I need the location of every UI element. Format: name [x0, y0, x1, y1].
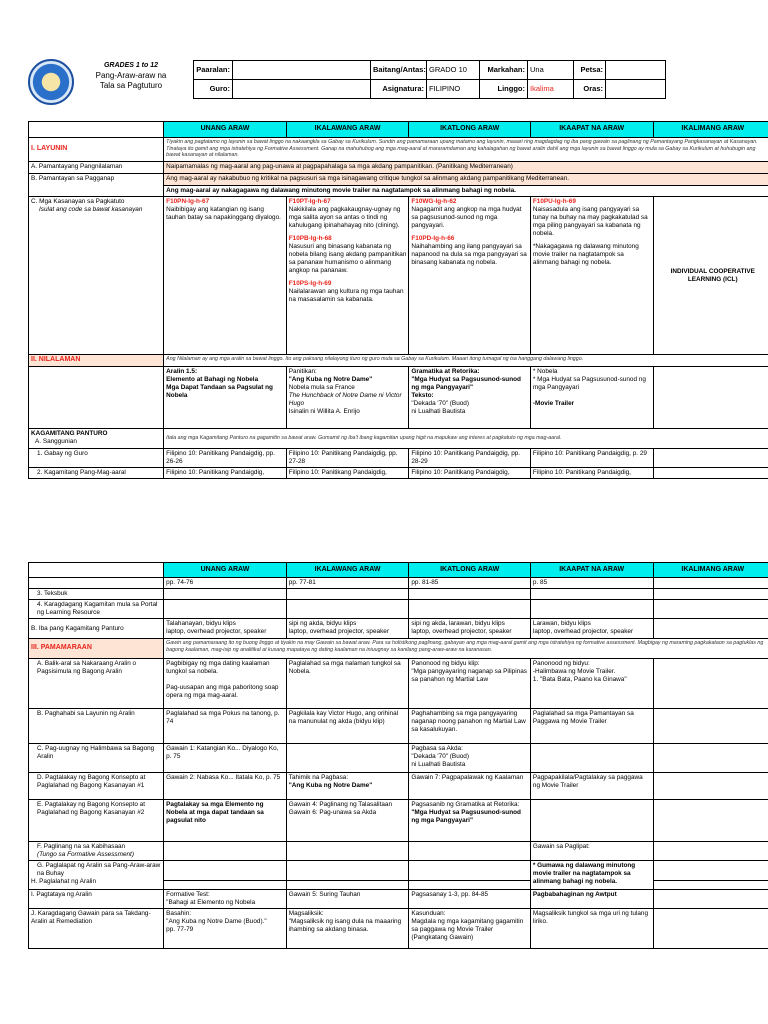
pages-day4: p. 85 [530, 578, 653, 589]
gabay-day1: Filipino 10: Panitikang Pandaigdig, pp. 26-26 [164, 448, 287, 467]
paglalahat-day3 [409, 881, 531, 890]
kagamitan-title: KAGAMITANG PANTURO [31, 429, 108, 437]
kasanayan-day4-text2: *Nakagagawa ng dalawang minutong movie trailer na nagtatampok sa alinmang bahagi ng nobela. [532, 243, 639, 266]
pagsasanib-title: "Mga Hudyat sa Pagsusunod-sunod ng mga Pangyayari" [411, 809, 521, 824]
paglinang-label [29, 842, 164, 861]
paglalapat-day3 [409, 861, 531, 881]
gabay-guro-label: 1. Gabay ng Guro [29, 448, 164, 467]
lr-portal-label: 4. Karagdagang Kagamitan mula sa Portal ng Learning Resource [29, 600, 164, 619]
paglalapat-day4: * Gumawa ng dalawang minutong movie trailer na nagtatampok sa alinmang bahagi ng nobela. [530, 861, 653, 890]
takdang-day4: Magsaliksik tungkol sa mga uri ng tulang liriko. [530, 909, 653, 949]
day5-header-2: IKALIMANG ARAW [653, 563, 768, 578]
title-line2: Tala sa Pagtuturo [99, 80, 163, 90]
kasanayan-day3 [409, 197, 531, 355]
pag-uugnay-day1: Gawain 1: Katangian Ko... Diyalogo Ko, p. 75 [164, 744, 287, 773]
tahimik-title: "Ang Kuba ng Notre Dame" [288, 782, 373, 789]
balik-aral-day4: Panonood ng bidyu: -Halimbawa ng Movie Trailer. 1. "Bata Bata, Paano ka Ginawa" [530, 659, 653, 709]
grades-label: GRADES 1 to 12 [103, 62, 159, 69]
day1-header: UNANG ARAW [164, 122, 287, 138]
paglalahat-day5 [653, 881, 768, 890]
pamantayang-pangnilalaman-label: A. Pamantayang Pangnilalaman [29, 162, 164, 174]
pamantayan-pagganap-text2: Ang mag-aaral ay nakagagawa ng dalawang minutong movie trailer na nagtatampok sa alinmang bahagi ng nobela. [164, 186, 768, 197]
paghahabi-day4: Paglalahad sa mga Pamantayan sa Paggawa ng Movie Trailer [530, 709, 653, 744]
paglalapat-label [29, 861, 164, 890]
teksbuk-label: 3. Teksbuk [29, 589, 164, 600]
pagsasanib-label: Pagsasanib ng Gramatika at Retorika: [411, 801, 520, 808]
petsa-field[interactable] [606, 61, 666, 80]
iba-day4 [530, 619, 653, 639]
pages-day3: pp. 81-85 [409, 578, 531, 589]
kasanayan-day1 [164, 197, 287, 355]
kasanayan-label [29, 197, 164, 355]
pag-uugnay-day2 [286, 744, 409, 773]
nilalaman-day2 [286, 366, 409, 428]
pag-uugnay-day5 [653, 744, 768, 773]
header-title-block [76, 62, 186, 91]
day4-header-2: IKAAPAT NA ARAW [530, 563, 653, 578]
paaralan-field[interactable] [233, 61, 371, 80]
layunin-instruction: Tiyakin ang pagtatamo ng layunin sa bawat linggo na nakaangkla sa Gabay sa Kurikulum. Sundin ang pamamaraan upang matamo ang layunin, maaari ring magdagdag ng iba pang gawain sa paglinang ng Pamantayang Pangkasanayan at Kasanayan. Tinataya ito gamit ang mga istratehiya ng Formative Assessment. Ganap na mahuhubog ang mga mag-aaral at mararamdaman ang kahalagahan ng bawat aralin dahil ang mga layunin sa bawat linggo ay mula sa Gabay sa Kurikulum at huhubugin ang bawat kasanayan at nilalaman. [164, 138, 768, 162]
teksbuk-day3 [409, 589, 531, 600]
pagtalakay2-label: E. Pagtalakay ng Bagong Konsepto at Paglalahad ng Bagong Kasanayan #2 [29, 800, 164, 842]
lr-day1 [164, 600, 287, 619]
lr-day2 [286, 600, 409, 619]
pamantayan-pagganap-label: B. Pamantayan sa Pagganap [29, 174, 164, 197]
code-f10pu: F10PU-Ig-h-69 [532, 198, 576, 205]
kasanayan-title: C. Mga Kasanayan sa Pagkatuto [31, 198, 125, 205]
paghahabi-day5 [653, 709, 768, 744]
paghahabi-day3: Paghahambing sa mga pangyayaring naganap noong panahon ng Martial Law sa kasalukuyan. [409, 709, 531, 744]
paghahabi-day1: Paglalahad sa mga Pokus na tanong, p. 74 [164, 709, 287, 744]
panitikan-original: The Hunchback of Notre Dame ni Victor Hugo [288, 391, 402, 407]
pagtalakay2-day3 [409, 800, 531, 842]
paglinang-day2 [286, 842, 409, 861]
pag-uugnay-day3: Pagbasa sa Akda: "Dekada '70" (Buod) ni Lualhati Bautista [409, 744, 531, 773]
day3-header-2: IKATLONG ARAW [409, 563, 531, 578]
gabay-day5 [653, 448, 768, 467]
iba-day3-b: laptop, overhead projector, speaker [411, 628, 512, 635]
kasanayan-day4-text: Naisasadula ang isang pangyayari sa tunay na buhay na may pagkakatulad sa mga piling pangyayari sa kabanata ng nobela. [532, 206, 648, 237]
balik-aral-day2: Paglalahad sa mga nalaman tungkol sa Nobela. [286, 659, 409, 709]
kasanayan-day3-text: Nagagamit ang angkop na mga hudyat sa pagsusunod-sunod ng mga pangyayari. [411, 206, 522, 229]
linggo-value: Ikalima [528, 80, 574, 99]
corner-cell-2 [29, 563, 164, 578]
panitikan-label: Panitikan: [288, 367, 317, 375]
asignatura-value: FILIPINO [427, 80, 480, 99]
kasanayan-sub: Isulat ang code sa bawat kasanayan [39, 206, 143, 213]
pag-uugnay-label: C. Pag-uugnay ng Halimbawa sa Bagong Aralin [29, 744, 164, 773]
pagtataya-day2: Gawain 5: Suring Tauhan [286, 890, 409, 909]
kag-day1: Filipino 10: Panitikang Pandaigdig, [164, 467, 287, 478]
kagamitang-mag-aaral-label: 2. Kagamitang Pang-Mag-aaral [29, 467, 164, 478]
pagtalakay1-day4: Pagpapakilala/Pagtalakay sa paggawa ng Movie Trailer [530, 773, 653, 800]
takdang-day1: Basahin: "Ang Kuba ng Notre Dame (Buod)." pp. 77-79 [164, 909, 287, 949]
iba-day4-b: laptop, overhead projector, speaker [532, 628, 634, 635]
dll-table-page2 [28, 562, 768, 949]
pagtalakay1-day3: Gawain 7: Pagpapalawak ng Kaalaman [409, 773, 531, 800]
pagtalakay1-day5 [653, 773, 768, 800]
paglinang-sub: (Tungo sa Formative Assessment) [37, 851, 134, 858]
paglalahat-title: H. Paglalahat ng Aralin [31, 878, 97, 885]
deped-seal-logo [28, 59, 74, 105]
header-table [193, 60, 666, 99]
kasanayan-day2-text2: Nasusuri ang binasang kabanata ng nobela bilang isang akdang pampanitikan sa pananaw humanismo o alinmang angkop na pananaw. [288, 243, 407, 274]
nilalaman-day3 [409, 366, 531, 428]
code-f10wg: F10WG-Ig-h-62 [411, 198, 457, 205]
kasanayan-day2-text3: Nailalarawan ang kultura ng mga tauhan na masasalamin sa kabanata. [288, 288, 404, 303]
takdang-day2: Magsaliksik: "Magsaliksik ng isang dula na maaaring ihambing sa akdang binasa. [286, 909, 409, 949]
kag-day4: Filipino 10: Panitikang Pandaigdig, [530, 467, 653, 478]
paglinang-day3 [409, 842, 531, 861]
day2-header: IKALAWANG ARAW [286, 122, 409, 138]
day3-header: IKATLONG ARAW [409, 122, 531, 138]
pages-day1: pp. 74-76 [164, 578, 287, 589]
paglinang-title: F. Paglinang na sa Kabihasaan [37, 843, 126, 850]
pagtataya-label: I. Pagtataya ng Aralin [29, 890, 164, 909]
paglalahat-day2 [286, 881, 409, 890]
takdang-day5 [653, 909, 768, 949]
kasanayan-day2 [286, 197, 409, 355]
kasanayan-day1-text: Naibibigay ang katangian ng isang tauhan batay sa napakinggang diyalogo. [166, 206, 281, 221]
teksbuk-day1 [164, 589, 287, 600]
pagtalakay1-day1: Gawain 2: Nabasa Ko... Itatala Ko, p. 75 [164, 773, 287, 800]
nilalaman-day4-items: * Nobela * Mga Hudyat sa Pagsusunod-sunod ng mga Pangyayari [532, 367, 646, 391]
linggo-label: Linggo: [480, 80, 528, 99]
balik-aral-day1: Pagbibigay ng mga dating kaalaman tungkol sa nobela. Pag-uusapan ang mga paboritong soap opera ng mga mag-aaral. [164, 659, 287, 709]
paglalapat-day2 [286, 861, 409, 881]
iba-day2-b: laptop, overhead projector, speaker [288, 628, 389, 635]
pamantayang-pangnilalaman-text: Naipamamalas ng mag-aaral ang pag-unawa at pagpapahalaga sa mga akdang pampanitikan. (Panitikang Mediterranean) [164, 162, 768, 174]
guro-label: Guro: [194, 80, 233, 99]
pagtalakay2-day2: Gawain 4: Paglinang ng Talasalitaan Gawain 6: Pag-unawa sa Akda [286, 800, 409, 842]
iba-day1-b: laptop, overhead projector, speaker [166, 628, 267, 635]
markahan-value: Una [528, 61, 574, 80]
takdang-day3: Kasunduan: Magdala ng mga kagamitang gagamitin sa paggawa ng Movie Trailer (Pangkatang Gawain) [409, 909, 531, 949]
day1-header-2: UNANG ARAW [164, 563, 287, 578]
kag-day5 [653, 467, 768, 478]
iba-day4-a: Larawan, bidyu klips [532, 620, 591, 627]
iba-day2-a: sipi ng akda, bidyu klips [288, 620, 357, 627]
tahimik-label: Tahimik na Pagbasa: [288, 774, 349, 781]
kagamitan-heading [29, 428, 164, 448]
balik-aral-day5 [653, 659, 768, 709]
teksbuk-day4 [530, 589, 653, 600]
takdang-aralin-label: J. Karagdagang Gawain para sa Takdang-Aralin at Remediation [29, 909, 164, 949]
nilalaman-instruction: Ang Nilalaman ay ang mga aralin sa bawat linggo. Ito ang paksang nilalayong ituro ng guro mula sa Gabay sa Kurikulum. Maaari itong tumagal ng isa hanggang dalawang linggo. [164, 355, 768, 367]
baitang-label: Baitang/Antas: [371, 61, 427, 80]
code-f10pb: F10PB-Ig-h-68 [288, 235, 332, 242]
panitikan-title: "Ang Kuba ng Notre Dame" [288, 375, 373, 383]
paglinang-day1 [164, 842, 287, 861]
code-f10pd: F10PD-Ig-h-66 [411, 235, 455, 242]
pamamaraan-instruction: Gawin ang pamamaraang ito ng buong linggo at tiyakin na may Gawain sa bawat araw. Para sa holistikong paglinang, gabayan ang mga mag-aaral gamit ang mga istratehiya ng formative assessment. Magbigay ng maraming pagkakataon sa pagtuklas ng bagong kaalaman, mag-isip ng analitikal at kusang mapataya ng dating kaalaman na iniuugnay sa kanilang pang-araw-araw na karanasan. [164, 639, 768, 659]
nilalaman-day4 [530, 366, 653, 428]
paghahabi-label: B. Paghahabi sa Layunin ng Aralin [29, 709, 164, 744]
teksto-title: "Dekada '70" (Buod) ni Lualhati Bautista [411, 399, 469, 415]
gabay-day3: Filipino 10: Panitikang Pandaigdig, pp. 28-29 [409, 448, 531, 467]
oras-field[interactable] [606, 80, 666, 99]
guro-field[interactable] [233, 80, 371, 99]
pagtataya-day3: Pagsasanay 1-3, pp. 84-85 [409, 890, 531, 909]
paglalapat-day1 [164, 861, 287, 881]
paghahabi-day2: Pagkilala kay Victor Hugo, ang orihinal na manunulat ng akda (bidyu klip) [286, 709, 409, 744]
code-f10pt: F10PT-Ig-h-67 [288, 198, 331, 205]
lr-day3 [409, 600, 531, 619]
pagtalakay1-label: D. Pagtalakay ng Bagong Konsepto at Paglalahad ng Bagong Kasanayan #1 [29, 773, 164, 800]
lr-day4 [530, 600, 653, 619]
corner-cell [29, 122, 164, 138]
day2-header-2: IKALAWANG ARAW [286, 563, 409, 578]
balik-aral-label: A. Balik-aral sa Nakaraang Aralin o Pagsisimula ng Bagong Aralin [29, 659, 164, 709]
title-line1: Pang-Araw-araw na [95, 70, 167, 80]
nilalaman-label-empty [29, 366, 164, 428]
iba-day1 [164, 619, 287, 639]
baitang-value: GRADO 10 [427, 61, 480, 80]
gramatika-label: Gramatika at Retorika: [411, 367, 480, 375]
code-f10ps: F10PS-Ig-h-69 [288, 280, 332, 287]
kag-day3: Filipino 10: Panitikang Pandaigdig, [409, 467, 531, 478]
paaralan-label: Paaralan: [194, 61, 233, 80]
kasanayan-day5: INDIVIDUAL COOPERATIVE LEARNING (ICL) [653, 197, 768, 355]
panitikan-translator: Isinalin ni Willita A. Enrijo [288, 407, 360, 415]
kagamitan-instruction: Itala ang mga Kagamitang Panturo na gagamitin sa bawat araw. Gumamit ng iba't ibang kagamitan upang higit na mapukaw ang interes at pagkatuto ng mga mag-aaral. [164, 428, 768, 448]
paglalapat-title: G. Paglalapat ng Aralin sa Pang-Araw-araw na Buhay [37, 862, 161, 877]
iba-day1-a: Talahanayan, bidyu klips [166, 620, 236, 627]
kasanayan-day2-text: Nakikilala ang pagkakaugnay-ugnay ng mga salita ayon sa antas o tindi ng kahulugang ipinahahayag nito (clining). [288, 206, 401, 229]
layunin-heading: I. LAYUNIN [29, 138, 164, 162]
paglinang-day4: Gawain sa Paglipat: [530, 842, 653, 861]
oras-label: Oras: [574, 80, 606, 99]
pages-day2: pp. 77-81 [286, 578, 409, 589]
gabay-day4: Filipino 10: Panitikang Pandaigdig, p. 29 [530, 448, 653, 467]
pagtalakay2-day4 [530, 800, 653, 842]
pagtalakay2-day1: Pagtalakay sa mga Elemento ng Nobela at mga dapat tandaan sa pagsulat nito [164, 800, 287, 842]
movie-trailer-label: -Movie Trailer [532, 399, 575, 407]
pagtalakay1-day2 [286, 773, 409, 800]
pagtalakay2-day5 [653, 800, 768, 842]
pages-label-empty [29, 578, 164, 589]
pagtataya-day5 [653, 890, 768, 909]
code-f10pn: F10PN-Ig-h-67 [166, 198, 210, 205]
kasanayan-day3-text2: Naihahambing ang ilang pangyayari sa napanood na dula sa mga pangyayari sa binasang kabanata ng nobela. [411, 243, 527, 266]
markahan-label: Markahan: [480, 61, 528, 80]
gabay-day2: Filipino 10: Panitikang Pandaigdig, pp. 27-28 [286, 448, 409, 467]
iba-day3 [409, 619, 531, 639]
day5-header: IKALIMANG ARAW [653, 122, 768, 138]
teksbuk-day2 [286, 589, 409, 600]
pages-day5 [653, 578, 768, 589]
teksbuk-day5 [653, 589, 768, 600]
kag-day2: Filipino 10: Panitikang Pandaigdig, [286, 467, 409, 478]
pagtataya-day4: Pagbabahaginan ng Awtput [530, 890, 653, 909]
teksto-label: Teksto: [411, 391, 434, 399]
day4-header: IKAAPAT NA ARAW [530, 122, 653, 138]
lr-day5 [653, 600, 768, 619]
nilalaman-day1: Aralin 1.5: Elemento at Bahagi ng Nobela Mga Dapat Tandaan sa Pagsulat ng Nobela [164, 366, 287, 428]
petsa-label: Petsa: [574, 61, 606, 80]
balik-aral-day3: Panonood ng bidyu klip: "Mga pangyayaring naganap sa Pilipinas sa panahon ng Martial Law [409, 659, 531, 709]
sanggunian-label: A. Sanggunian [35, 437, 77, 445]
paglalapat-day5 [653, 861, 768, 881]
panitikan-origin: Nobela mula sa France [288, 383, 355, 391]
iba-kagamitan-label: B. Iba pang Kagamitang Panturo [29, 619, 164, 639]
iba-day3-a: sipi ng akda, larawan, bidyu klips [411, 620, 505, 627]
paglinang-day5 [653, 842, 768, 861]
pagtataya-day1: Formative Test: "Bahagi at Elemento ng Nobela [164, 890, 287, 909]
pamamaraan-heading: III. PAMAMARAAN [29, 639, 164, 659]
nilalaman-heading: II. NILALAMAN [29, 355, 164, 367]
kasanayan-day4 [530, 197, 653, 355]
gramatika-title: "Mga Hudyat sa Pagsusunod-sunod ng mga Pangyayari" [411, 375, 521, 391]
dll-table-page1 [28, 121, 768, 479]
paglalahat-day1 [164, 881, 287, 890]
pag-uugnay-day4 [530, 744, 653, 773]
asignatura-label: Asignatura: [371, 80, 427, 99]
iba-day2 [286, 619, 409, 639]
pamantayan-pagganap-text: Ang mag-aaral ay nakabubuo ng kritikal na pagsusuri sa mga isinagawang critique tungkol sa alinmang akdang pampanitikang Mediterranean. [164, 174, 768, 186]
iba-day5 [653, 619, 768, 639]
nilalaman-day5 [653, 366, 768, 428]
